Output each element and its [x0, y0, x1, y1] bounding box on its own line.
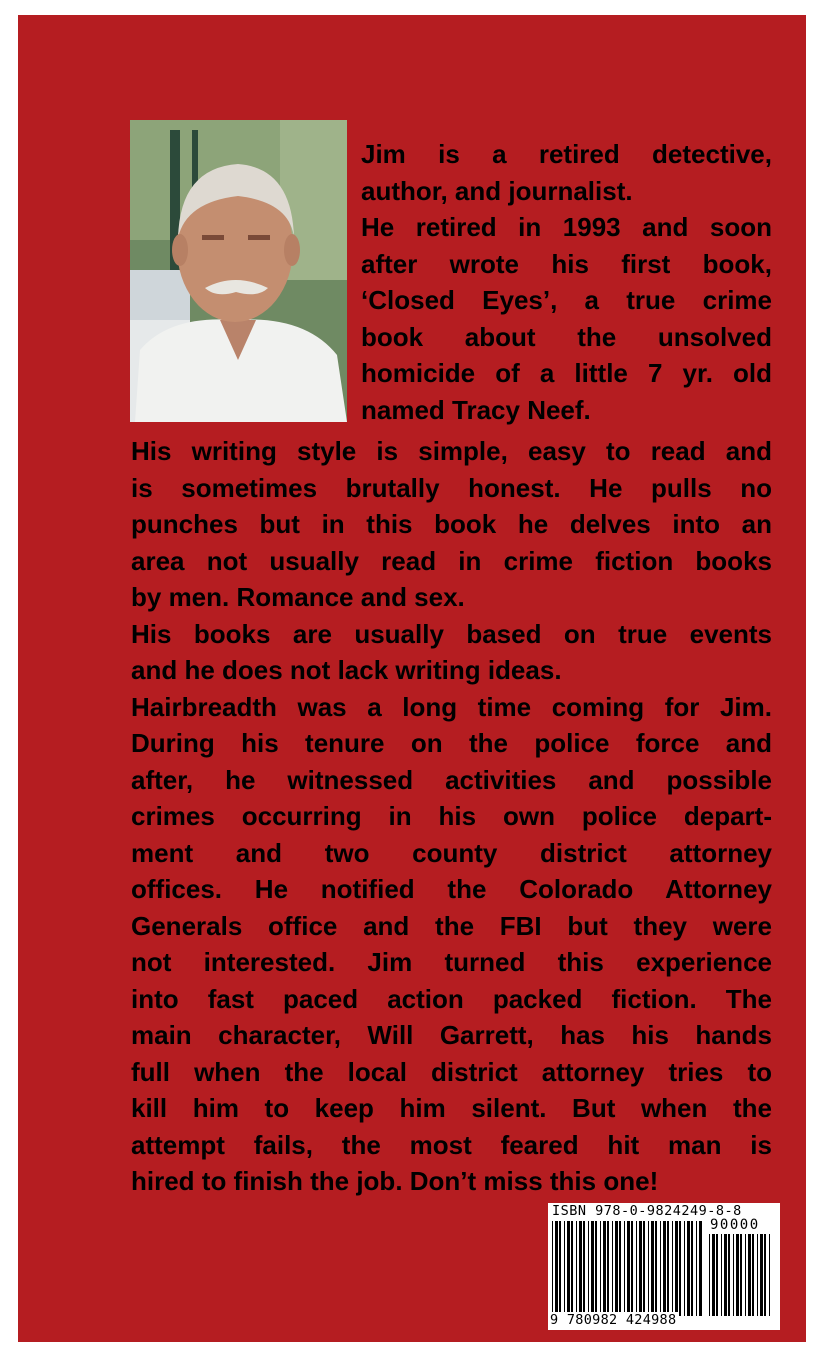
barcode-bar — [555, 1221, 558, 1316]
text-line: Jim is a retired detective, — [361, 139, 772, 169]
barcode-bar — [576, 1221, 577, 1316]
text-line: main character, Will Garrett, has his hands — [131, 1020, 772, 1050]
text-line: named Tracy Neef. — [361, 394, 591, 425]
ean-barcode-bars — [552, 1221, 704, 1316]
barcode-bar — [716, 1234, 718, 1316]
text-line: His writing style is simple, easy to read and — [131, 436, 772, 466]
author-portrait-icon — [130, 120, 347, 422]
barcode-bar — [588, 1221, 589, 1316]
text-line: area not usually read in crime fiction books — [131, 545, 772, 576]
isbn-barcode — [548, 1203, 780, 1330]
author-intro-text — [361, 136, 772, 428]
barcode-bar — [631, 1221, 633, 1316]
barcode-bar — [583, 1221, 585, 1316]
text-line: ‘Closed Eyes’, a true crime — [361, 285, 772, 315]
barcode-bar — [752, 1234, 754, 1316]
barcode-bar — [691, 1221, 693, 1316]
barcode-bar — [684, 1221, 685, 1316]
barcode-bar — [627, 1221, 630, 1316]
barcode-bar — [660, 1221, 661, 1316]
ean-digits: 9 780982 424988 — [550, 1312, 677, 1328]
text-line: punches but in this book he delves into an — [131, 509, 772, 539]
text-line: after, he witnessed activities and possible — [131, 764, 772, 795]
barcode-bar — [760, 1234, 763, 1316]
barcode-bar — [636, 1221, 637, 1316]
barcode-bar — [733, 1234, 734, 1316]
text-line: attempt fails, the most feared hit man is — [131, 1129, 772, 1160]
text-line: kill him to keep him silent. But when the — [131, 1093, 772, 1123]
barcode-bar — [619, 1221, 621, 1316]
barcode-bar — [724, 1234, 727, 1316]
barcode-bar — [643, 1221, 645, 1316]
barcode-bar — [571, 1221, 573, 1316]
text-line: by men. Romance and sex. — [131, 582, 465, 612]
barcode-bar — [672, 1221, 673, 1316]
text-line: He retired in 1993 and soon — [361, 212, 772, 242]
book-description-text — [131, 433, 772, 1200]
text-line: after wrote his first book, — [361, 248, 772, 279]
barcode-bar — [651, 1221, 654, 1316]
barcode-bar — [728, 1234, 730, 1316]
text-line: During his tenure on the police force and — [131, 728, 772, 758]
text-line: and he does not lack writing ideas. — [131, 655, 562, 685]
barcode-bar — [721, 1234, 722, 1316]
barcode-bar — [648, 1221, 649, 1316]
barcode-bar — [696, 1221, 697, 1316]
text-line: Generals office and the FBI but they were — [131, 910, 772, 941]
isbn-label: ISBN 978-0-9824249-8-8 — [552, 1203, 742, 1219]
text-line: book about the unsolved — [361, 321, 772, 352]
author-photo — [130, 120, 347, 422]
text-line: homicide of a little 7 yr. old — [361, 358, 772, 388]
barcode-bar — [663, 1221, 666, 1316]
barcode-bar — [559, 1221, 561, 1316]
text-line: author, and journalist. — [361, 175, 633, 206]
barcode-bar — [748, 1234, 751, 1316]
barcode-bar — [769, 1234, 770, 1316]
barcode-bar — [687, 1221, 690, 1316]
text-line: offices. He notified the Colorado Attorney — [131, 874, 772, 904]
barcode-bar — [591, 1221, 594, 1316]
barcode-bar — [579, 1221, 582, 1316]
text-line: not interested. Jim turned this experience — [131, 947, 772, 977]
barcode-bar — [567, 1221, 570, 1316]
text-line: His books are usually based on true events — [131, 618, 772, 649]
barcode-bar — [603, 1221, 606, 1316]
barcode-bar — [655, 1221, 657, 1316]
price-code: 90000 — [710, 1217, 760, 1233]
barcode-bar — [600, 1221, 601, 1316]
barcode-bar — [764, 1234, 766, 1316]
addon-barcode-bars — [709, 1234, 775, 1316]
barcode-bar — [639, 1221, 642, 1316]
barcode-bar — [709, 1234, 710, 1316]
barcode-bar — [564, 1221, 565, 1316]
text-line: Hairbreadth was a long time coming for Jim. — [131, 691, 772, 722]
barcode-bar — [612, 1221, 613, 1316]
barcode-bar — [624, 1221, 625, 1316]
barcode-bar — [757, 1234, 758, 1316]
barcode-bar — [745, 1234, 746, 1316]
barcode-bar — [712, 1234, 715, 1316]
barcode-bar — [615, 1221, 618, 1316]
barcode-bar — [595, 1221, 597, 1316]
barcode-bar — [679, 1221, 681, 1316]
text-line: full when the local district attorney tries to — [131, 1056, 772, 1087]
text-line: crimes occurring in his own police depart- — [131, 801, 772, 831]
barcode-bar — [736, 1234, 739, 1316]
barcode-bar — [675, 1221, 678, 1316]
barcode-bar — [667, 1221, 669, 1316]
text-line: ment and two county district attorney — [131, 837, 772, 868]
barcode-bar — [607, 1221, 609, 1316]
text-line: into fast paced action packed fiction. The — [131, 983, 772, 1014]
text-line: is sometimes brutally honest. He pulls no — [131, 472, 772, 503]
barcode-bar — [740, 1234, 742, 1316]
text-line: hired to finish the job. Don’t miss this one! — [131, 1166, 659, 1196]
barcode-bar — [552, 1221, 553, 1316]
barcode-bar — [699, 1221, 702, 1316]
